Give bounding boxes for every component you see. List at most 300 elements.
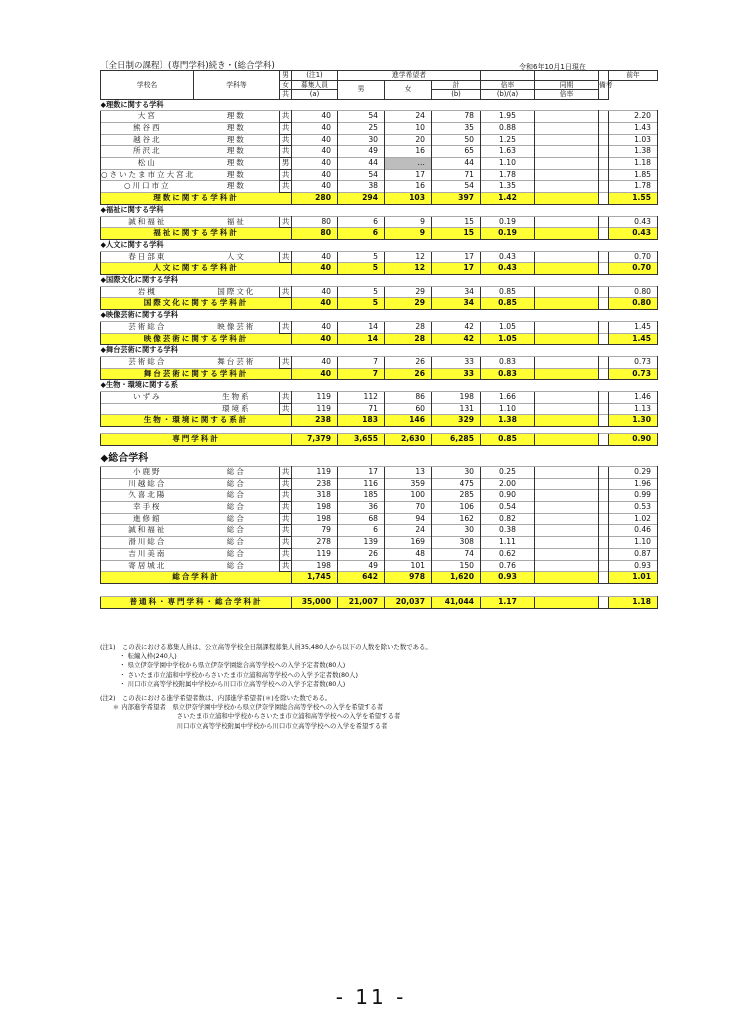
spacer (599, 134, 609, 146)
header-row: 女 募集人員 男 女 計 倍率 同期 (101, 80, 658, 90)
total-count: 44 (432, 158, 481, 170)
capacity: 40 (292, 356, 338, 368)
male-count: 6 (338, 216, 385, 228)
remarks (535, 356, 599, 368)
subtotal-row: 人文に関する学科計 40 5 12 17 0.43 0.70 (101, 263, 658, 275)
remarks (535, 560, 599, 572)
capacity: 119 (292, 548, 338, 560)
applicants-table (100, 70, 658, 609)
female-count: 20 (385, 134, 432, 146)
female-count: 24 (385, 525, 432, 537)
prev-ratio: 1.46 (609, 392, 658, 404)
department: 舞台芸術 (194, 356, 280, 368)
capacity: 119 (292, 466, 338, 478)
total-count: 71 (432, 169, 481, 181)
subtotal-row: 国際文化に関する学科計 40 5 29 34 0.85 0.80 (101, 298, 658, 310)
gender-type: 男 (280, 158, 292, 170)
total-count: 65 (432, 146, 481, 158)
prev-ratio: 1.18 (609, 158, 658, 170)
section-heading (101, 239, 658, 251)
capacity: 80 (292, 216, 338, 228)
spacer (599, 146, 609, 158)
female-count: 12 (385, 251, 432, 263)
spacer (599, 356, 609, 368)
ratio: 1.05 (481, 321, 535, 333)
prev-ratio: 0.46 (609, 525, 658, 537)
gender-type: 共 (280, 286, 292, 298)
prev-ratio: 0.93 (609, 560, 658, 572)
prev-ratio: 0.53 (609, 502, 658, 514)
female-count: 101 (385, 560, 432, 572)
capacity: 79 (292, 525, 338, 537)
note-line: (注1) この表における募集人員は、公立高等学校全日制課程募集人員35,480人から以下の人数を除いた数である。 (100, 643, 432, 651)
ratio: 0.62 (481, 548, 535, 560)
section-title: ◆国際文化に関する学科 (100, 275, 178, 285)
prev-ratio: 0.29 (609, 466, 658, 478)
school-name: 誠和福祉 (101, 525, 194, 537)
female-count: 359 (385, 478, 432, 490)
table-title: 〔全日制の課程〕(専門学科)続き・(総合学科) (100, 61, 275, 71)
male-count: 25 (338, 122, 385, 134)
section-title: ◆人文に関する学科 (100, 239, 164, 249)
school-name: 芸術総合 (101, 356, 194, 368)
header-row: 共 (a) (b) (b)/(a) 倍率 (101, 90, 658, 100)
col-dept: 学科等 (194, 71, 280, 100)
col-gender: 男 (280, 71, 292, 81)
gender-type: 共 (280, 169, 292, 181)
department: 総合 (194, 513, 280, 525)
spacer (599, 502, 609, 514)
section-title: ◆福祉に関する学科 (100, 204, 164, 214)
remarks (535, 525, 599, 537)
section-heading (101, 345, 658, 357)
table-row (101, 146, 658, 158)
male-count: 49 (338, 560, 385, 572)
spacer (599, 548, 609, 560)
department: 総合 (194, 502, 280, 514)
department: 国際文化 (194, 286, 280, 298)
total-count: 131 (432, 403, 481, 415)
ratio: 0.82 (481, 513, 535, 525)
spacer (599, 560, 609, 572)
department: 総合 (194, 490, 280, 502)
ratio: 0.19 (481, 216, 535, 228)
prev-ratio: 1.43 (609, 122, 658, 134)
gender-type: 共 (280, 216, 292, 228)
male-count: 26 (338, 548, 385, 560)
table-row (101, 169, 658, 181)
note-line: ・ さいたま市立浦和中学校からさいたま市立浦和高等学校への入学予定者数(80人) (100, 670, 358, 679)
total-count: 42 (432, 321, 481, 333)
male-count: 5 (338, 286, 385, 298)
ratio: 1.95 (481, 111, 535, 123)
capacity: 40 (292, 251, 338, 263)
ratio: 2.00 (481, 478, 535, 490)
gender-type: 共 (280, 392, 292, 404)
spacer (599, 111, 609, 123)
total-count: 15 (432, 216, 481, 228)
department: 理数 (194, 181, 280, 193)
prev-ratio: 1.45 (609, 321, 658, 333)
ratio: 0.85 (481, 286, 535, 298)
remarks (535, 537, 599, 549)
grand-total-row: 普通科・専門学科・総合学科計 35,000 21,007 20,037 41,044 1.17 1.18 (101, 596, 658, 608)
school-name: ○川口市立 (101, 181, 194, 193)
section-title: ◆生物・環境に関する系 (100, 380, 178, 390)
school-name: 進修館 (101, 513, 194, 525)
table-row (101, 158, 658, 170)
female-count: 17 (385, 169, 432, 181)
remarks (535, 478, 599, 490)
female-count: 26 (385, 356, 432, 368)
col-remarks: 備考 (599, 71, 609, 100)
capacity: 40 (292, 146, 338, 158)
col-applicants: 進学希望者 (338, 71, 481, 81)
capacity: 40 (292, 111, 338, 123)
department: 理数 (194, 158, 280, 170)
note-line: ・ 転編入枠(240人) (100, 652, 177, 661)
department: 理数 (194, 122, 280, 134)
total-count: 150 (432, 560, 481, 572)
remarks (535, 181, 599, 193)
total-count: 78 (432, 111, 481, 123)
spacer (599, 251, 609, 263)
female-count: 100 (385, 490, 432, 502)
school-name: 寄居城北 (101, 560, 194, 572)
department: 総合 (194, 537, 280, 549)
page-number: - 11 - (335, 985, 407, 1009)
subtotal-row: 理数に関する学科計 280 294 103 397 1.42 1.55 (101, 193, 658, 205)
department: 人文 (194, 251, 280, 263)
gender-type: 共 (280, 513, 292, 525)
table-row (101, 111, 658, 123)
table-row (101, 548, 658, 560)
section-heading (101, 99, 658, 111)
gender-type: 共 (280, 356, 292, 368)
remarks (535, 286, 599, 298)
spacer (599, 513, 609, 525)
spacer (599, 392, 609, 404)
female-count: 86 (385, 392, 432, 404)
table-row (101, 321, 658, 333)
gender-type: 共 (280, 134, 292, 146)
ratio: 1.63 (481, 146, 535, 158)
remarks (535, 134, 599, 146)
gender-type: 共 (280, 111, 292, 123)
spacer (599, 158, 609, 170)
male-count: 7 (338, 356, 385, 368)
school-name: 誠和福祉 (101, 216, 194, 228)
gender-type: 共 (280, 321, 292, 333)
capacity: 40 (292, 122, 338, 134)
remarks (535, 251, 599, 263)
table-row (101, 502, 658, 514)
remarks (535, 490, 599, 502)
gender-type: 共 (280, 251, 292, 263)
capacity: 238 (292, 478, 338, 490)
female-count: 13 (385, 466, 432, 478)
section-title: ◆理数に関する学科 (100, 99, 164, 109)
school-name (101, 403, 194, 415)
section-title: ◆映像芸術に関する学科 (100, 310, 178, 320)
prev-ratio: 0.73 (609, 356, 658, 368)
table-row (101, 122, 658, 134)
subtotal-label: 福祉に関する学科計 (101, 228, 292, 240)
department: 総合 (194, 548, 280, 560)
remarks (535, 321, 599, 333)
male-count: 54 (338, 111, 385, 123)
male-count: 112 (338, 392, 385, 404)
prev-ratio: 0.43 (609, 216, 658, 228)
section-title: ◆総合学科 (100, 452, 149, 464)
school-name: 熊谷西 (101, 122, 194, 134)
total-count: 475 (432, 478, 481, 490)
school-name: 所沢北 (101, 146, 194, 158)
total-count: 106 (432, 502, 481, 514)
table-row (101, 181, 658, 193)
female-count: 48 (385, 548, 432, 560)
male-count: 38 (338, 181, 385, 193)
subtotal-row: 舞台芸術に関する学科計 40 7 26 33 0.83 0.73 (101, 368, 658, 380)
department: 総合 (194, 525, 280, 537)
female-count: 16 (385, 181, 432, 193)
note-line: ・ 川口市立高等学校附属中学校から川口市立高等学校への入学予定者数(80人) (100, 679, 346, 688)
prev-ratio: 1.85 (609, 169, 658, 181)
ratio: 1.78 (481, 169, 535, 181)
table-row (101, 537, 658, 549)
capacity: 40 (292, 321, 338, 333)
spacer (599, 525, 609, 537)
total-count: 30 (432, 525, 481, 537)
female-count: 28 (385, 321, 432, 333)
department: 総合 (194, 478, 280, 490)
capacity: 318 (292, 490, 338, 502)
spacer (599, 122, 609, 134)
capacity: 40 (292, 158, 338, 170)
section-title: ◆舞台芸術に関する学科 (100, 345, 178, 355)
total-count: 35 (432, 122, 481, 134)
total-count: 285 (432, 490, 481, 502)
school-name: いずみ (101, 392, 194, 404)
ratio: 0.83 (481, 356, 535, 368)
male-count: 30 (338, 134, 385, 146)
table-row (101, 286, 658, 298)
total-count: 17 (432, 251, 481, 263)
female-count: 60 (385, 403, 432, 415)
male-count: 71 (338, 403, 385, 415)
department: 総合 (194, 466, 280, 478)
female-count: 169 (385, 537, 432, 549)
ratio: 1.10 (481, 403, 535, 415)
spacer (599, 537, 609, 549)
col-female: 女 (385, 80, 432, 99)
female-count: 29 (385, 286, 432, 298)
spacer-row (101, 427, 658, 434)
note-line: ＊ 内部進学希望者 県立伊奈学園中学校から県立伊奈学園総合高等学校への入学を希望する者 (100, 703, 384, 712)
male-count: 116 (338, 478, 385, 490)
total-count: 198 (432, 392, 481, 404)
female-count: 94 (385, 513, 432, 525)
prev-ratio: 1.78 (609, 181, 658, 193)
ratio: 0.25 (481, 466, 535, 478)
remarks (535, 403, 599, 415)
ratio: 1.11 (481, 537, 535, 549)
spacer (599, 216, 609, 228)
subtotal-label: 舞台芸術に関する学科計 (101, 368, 292, 380)
subtotal-label: 普通科・専門学科・総合学科計 (101, 596, 292, 608)
prev-ratio: 1.38 (609, 146, 658, 158)
as-of-date: 令和6年10月1日現在 (519, 63, 586, 71)
table-row (101, 490, 658, 502)
col-capacity: (注1) (292, 71, 338, 81)
male-count: 14 (338, 321, 385, 333)
male-count: 6 (338, 525, 385, 537)
spacer (599, 490, 609, 502)
total-count: 74 (432, 548, 481, 560)
col-total: 計 (432, 80, 481, 90)
table-row (101, 392, 658, 404)
subtotal-row: 福祉に関する学科計 80 6 9 15 0.19 0.43 (101, 228, 658, 240)
department: 福祉 (194, 216, 280, 228)
capacity: 198 (292, 513, 338, 525)
prev-ratio: 0.70 (609, 251, 658, 263)
table-row (101, 466, 658, 478)
school-name: ○さいたま市立大宮北 (101, 169, 194, 181)
table-row (101, 403, 658, 415)
section-heading (101, 310, 658, 322)
table-row (101, 513, 658, 525)
remarks (535, 111, 599, 123)
table-row (101, 560, 658, 572)
note-line: さいたま市立浦和中学校からさいたま市立浦和高等学校への入学を希望する者 (100, 712, 401, 721)
subtotal-label: 総合学科計 (101, 572, 292, 584)
ratio: 1.10 (481, 158, 535, 170)
department: 環境系 (194, 403, 280, 415)
spacer (599, 478, 609, 490)
gender-type: 共 (280, 122, 292, 134)
total-count: 30 (432, 466, 481, 478)
prev-ratio: 1.96 (609, 478, 658, 490)
capacity: 119 (292, 392, 338, 404)
male-count: 17 (338, 466, 385, 478)
capacity: 40 (292, 286, 338, 298)
remarks (535, 216, 599, 228)
male-count: 36 (338, 502, 385, 514)
total-count: 33 (432, 356, 481, 368)
school-name: 越谷北 (101, 134, 194, 146)
table-row (101, 251, 658, 263)
ratio: 0.43 (481, 251, 535, 263)
male-count: 68 (338, 513, 385, 525)
total-count: 34 (432, 286, 481, 298)
spacer (599, 169, 609, 181)
note-line: ・ 県立伊奈学園中学校から県立伊奈学園総合高等学校への入学予定者数(80人) (100, 661, 346, 670)
remarks (535, 169, 599, 181)
ratio: 0.88 (481, 122, 535, 134)
female-count: 24 (385, 111, 432, 123)
total-count: 54 (432, 181, 481, 193)
prev-ratio: 0.80 (609, 286, 658, 298)
school-name: 大宮 (101, 111, 194, 123)
total-count: 50 (432, 134, 481, 146)
school-name: 幸手桜 (101, 502, 194, 514)
school-name: 芸術総合 (101, 321, 194, 333)
subtotal-label: 人文に関する学科計 (101, 263, 292, 275)
school-name: 小鹿野 (101, 466, 194, 478)
male-count: 54 (338, 169, 385, 181)
section-heading (101, 452, 658, 467)
header-row (101, 71, 658, 81)
ratio: 1.25 (481, 134, 535, 146)
male-count: 185 (338, 490, 385, 502)
capacity: 40 (292, 134, 338, 146)
subtotal-row: 総合学科計 1,745 642 978 1,620 0.93 1.01 (101, 572, 658, 584)
spacer (599, 466, 609, 478)
gender-type: 共 (280, 403, 292, 415)
col-blank (535, 71, 599, 81)
table-row (101, 478, 658, 490)
remarks (535, 502, 599, 514)
remarks (535, 513, 599, 525)
gender-type: 共 (280, 181, 292, 193)
female-count: 70 (385, 502, 432, 514)
ratio: 0.54 (481, 502, 535, 514)
school-name: 春日部東 (101, 251, 194, 263)
department: 理数 (194, 146, 280, 158)
gender-type: 共 (280, 146, 292, 158)
gender-type: 共 (280, 466, 292, 478)
total-count: 162 (432, 513, 481, 525)
school-name: 久喜北陽 (101, 490, 194, 502)
section-heading (101, 380, 658, 392)
col-prev: 前年 (609, 71, 658, 81)
col-male: 男 (338, 80, 385, 99)
prev-ratio: 1.03 (609, 134, 658, 146)
total-count: 308 (432, 537, 481, 549)
subtotal-label: 国際文化に関する学科計 (101, 298, 292, 310)
spacer (599, 181, 609, 193)
capacity: 278 (292, 537, 338, 549)
school-name: 吉川美南 (101, 548, 194, 560)
capacity: 119 (292, 403, 338, 415)
spacer (599, 403, 609, 415)
school-name: 松山 (101, 158, 194, 170)
table-row (101, 525, 658, 537)
remarks (535, 146, 599, 158)
col-ratio: 倍率 (481, 80, 535, 90)
department: 理数 (194, 169, 280, 181)
footnotes (100, 643, 432, 731)
male-count: 44 (338, 158, 385, 170)
department: 理数 (194, 111, 280, 123)
school-name: 岩槻 (101, 286, 194, 298)
subtotal-row: 映像芸術に関する学科計 40 14 28 42 1.05 1.45 (101, 333, 658, 345)
male-count: 139 (338, 537, 385, 549)
department: 総合 (194, 560, 280, 572)
female-count: 10 (385, 122, 432, 134)
gender-type: 共 (280, 525, 292, 537)
gender-type: 共 (280, 478, 292, 490)
department: 映像芸術 (194, 321, 280, 333)
spacer (599, 321, 609, 333)
department: 生物系 (194, 392, 280, 404)
section-heading (101, 204, 658, 216)
col-blank (481, 71, 535, 81)
remarks (535, 158, 599, 170)
remarks (535, 466, 599, 478)
ratio: 1.66 (481, 392, 535, 404)
subtotal-label: 専門学科計 (101, 434, 292, 446)
